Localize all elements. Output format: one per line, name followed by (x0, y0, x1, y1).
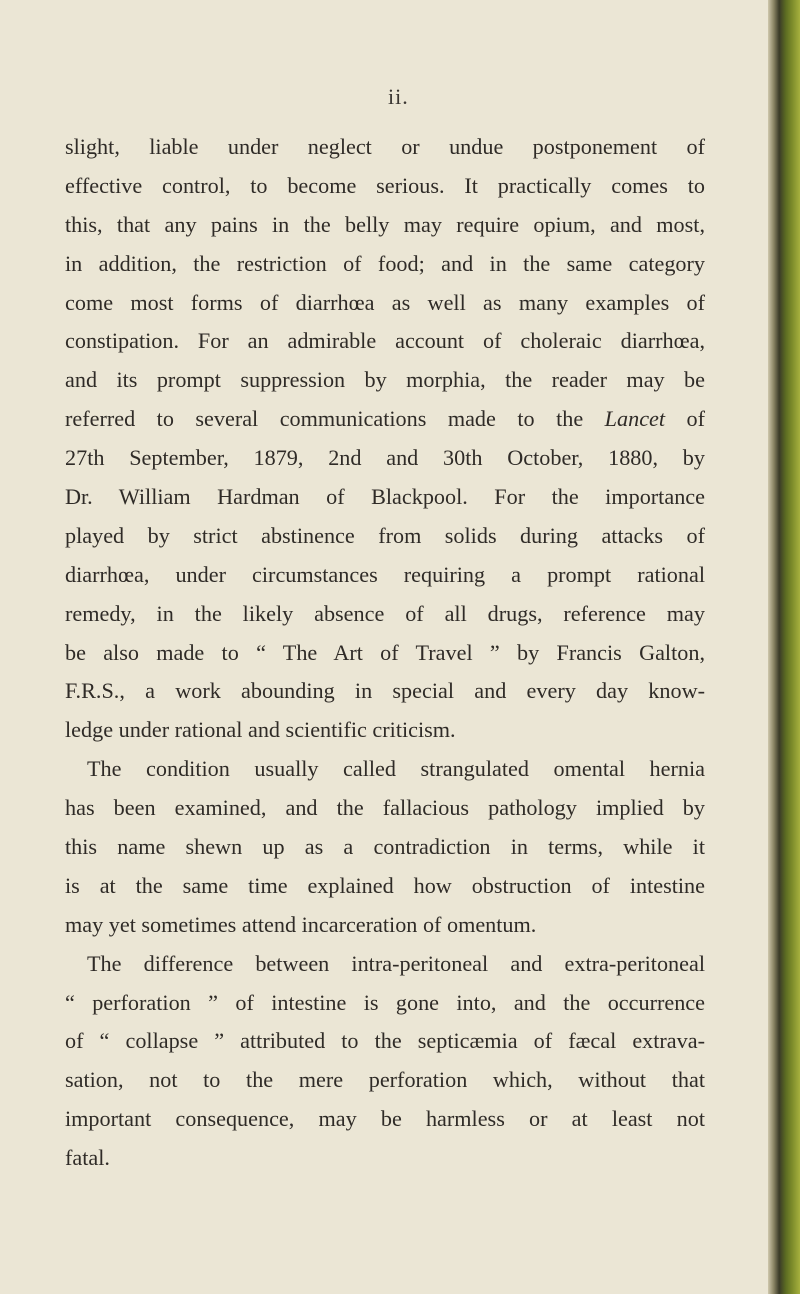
text-line: be also made to “ The Art of Travel ” by Francis Galton, (65, 639, 705, 665)
text-line: constipation. For an admirable account of choleraic diarrhœa, (65, 328, 705, 354)
page-number: ii. (388, 84, 409, 109)
text-line: fatal. (65, 1145, 110, 1171)
text-line: 27th September, 1879, 2nd and 30th October, 1880, by (65, 445, 705, 471)
body-text (65, 128, 705, 1178)
text-line: sation, not to the mere perforation which, without that (65, 1067, 705, 1093)
text-line-with-italic (65, 400, 705, 439)
text-line: has been examined, and the fallacious pathology implied by (65, 795, 705, 821)
paragraph-start: The condition usually called strangulated omental hernia (87, 756, 705, 782)
text-line: of “ collapse ” attributed to the septicæmia of fæcal extrava- (65, 1028, 705, 1054)
text-line: this name shewn up as a contradiction in terms, while it (65, 834, 705, 860)
text-line: Dr. William Hardman of Blackpool. For the importance (65, 484, 705, 510)
text-line: may yet sometimes attend incarceration of omentum. (65, 911, 537, 937)
text-line: in addition, the restriction of food; and in the same category (65, 250, 705, 276)
text-line: “ perforation ” of intestine is gone into, and the occurrence (65, 989, 705, 1015)
paragraph-start: The difference between intra-peritoneal and extra-peritoneal (87, 950, 705, 976)
text-line: important consequence, may be harmless or at least not (65, 1106, 705, 1132)
text-line: and its prompt suppression by morphia, the reader may be (65, 367, 705, 393)
text-line: slight, liable under neglect or undue postponement of (65, 134, 705, 159)
text-segment: referred to several communications made to the (65, 406, 584, 432)
text-line: remedy, in the likely absence of all drugs, reference may (65, 600, 705, 626)
text-line: this, that any pains in the belly may require opium, and most, (65, 211, 705, 237)
text-line: played by strict abstinence from solids during attacks of (65, 522, 705, 548)
text-line: ledge under rational and scientific criticism. (65, 717, 456, 743)
text-line: is at the same time explained how obstruction of intestine (65, 872, 705, 898)
journal-title: Lancet (604, 406, 666, 432)
text-line: effective control, to become serious. It practically comes to (65, 172, 705, 198)
text-line: F.R.S., a work abounding in special and every day know- (65, 678, 705, 704)
text-line: diarrhœa, under circumstances requiring a prompt rational (65, 561, 705, 587)
text-segment: of (686, 406, 706, 432)
book-cover-edge (768, 0, 800, 1294)
text-line: come most forms of diarrhœa as well as many examples of (65, 289, 705, 315)
